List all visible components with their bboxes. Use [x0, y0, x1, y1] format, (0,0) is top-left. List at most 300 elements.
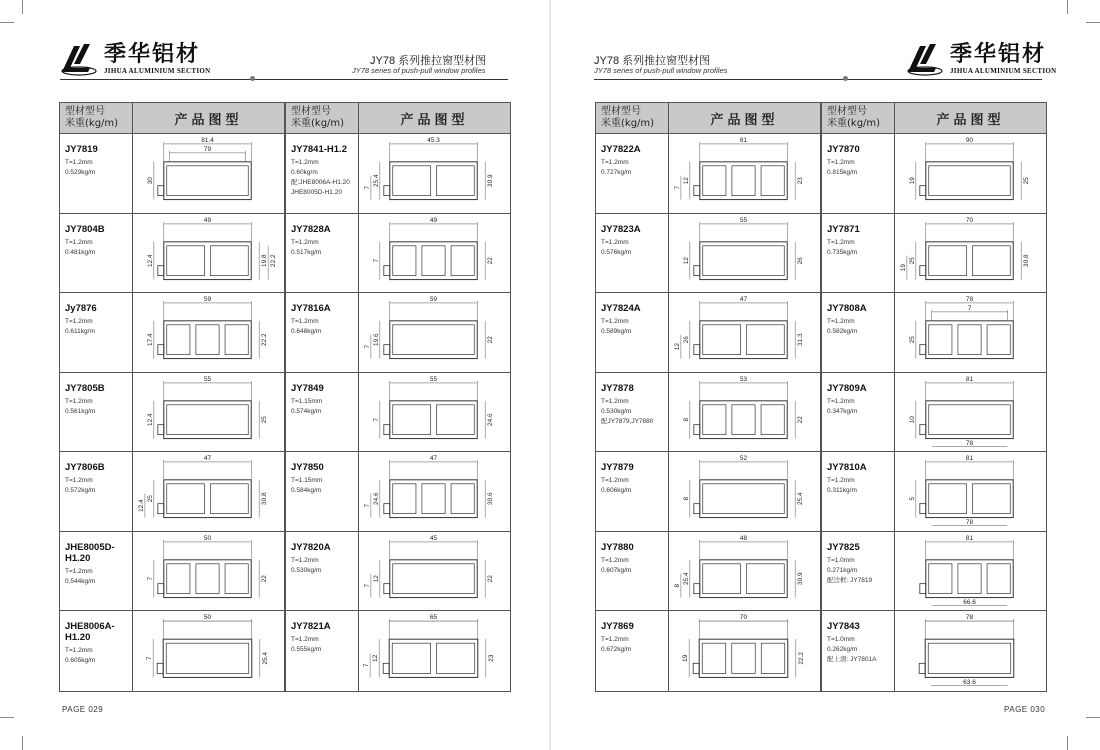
profile-specs: [827, 238, 894, 258]
dimension-label: 30: [146, 177, 154, 185]
dimension-label: 5: [908, 496, 916, 501]
profile-chamber: [393, 245, 416, 275]
profile-drawing: [894, 452, 1046, 531]
profile-model: JY7850: [291, 462, 324, 473]
dimension-label: 30.6: [487, 492, 495, 505]
profile-model: JY7806B: [65, 462, 105, 473]
profile-outline: [700, 241, 787, 279]
spec-line: 0.727kg/m: [601, 169, 632, 176]
dimension-label: 70: [965, 216, 974, 224]
spec-line: 0.555kg/m: [291, 646, 322, 653]
spec-line: 0.589kg/m: [601, 328, 632, 335]
profile-model: JY7828A: [291, 223, 331, 235]
dimension-label: 81.4: [201, 136, 214, 144]
dimension-label: 7: [673, 185, 681, 190]
dimension-label: 79: [203, 145, 212, 153]
profile-specs: [827, 556, 894, 586]
brand-name-en: JIHUA ALUMINIUM SECTION: [950, 67, 1057, 75]
header-title: JY78 系列推拉窗型材图: [370, 55, 487, 67]
dimension-label: 25: [908, 336, 916, 344]
spec-line: 0.606kg/m: [601, 487, 632, 494]
profile-info: [286, 452, 358, 531]
spec-line: 0.648kg/m: [291, 328, 322, 335]
profile-section-drawing: [359, 532, 510, 611]
dimension-label: 22: [261, 574, 269, 582]
profile-table-2: [285, 102, 511, 692]
dimension-label: 12.4: [146, 253, 154, 267]
dimension-label: 7: [363, 185, 371, 190]
dimension-label: 17.4: [146, 333, 154, 346]
spec-line: T=1.2mm: [65, 567, 93, 575]
table-row: [60, 611, 284, 691]
profile-flange: [383, 663, 389, 673]
dimension-label: 22.2: [797, 651, 805, 665]
spec-line: 0.529kg/m: [65, 169, 96, 176]
dimension-label: 81: [965, 534, 974, 542]
profile-drawing: [894, 611, 1046, 691]
dimension-label: 26: [797, 256, 805, 264]
dimension-label: 78: [965, 295, 974, 303]
profile-flange: [920, 424, 926, 434]
profile-chamber: [210, 484, 248, 514]
table-header: [596, 103, 820, 134]
profile-section-drawing: [359, 611, 510, 691]
table-row: [286, 611, 510, 691]
profile-chamber: [732, 643, 755, 673]
profile-flange: [694, 265, 700, 275]
table-row: [60, 373, 284, 453]
profile-chamber: [703, 166, 726, 196]
profile-section-drawing: [669, 134, 820, 213]
profile-info: [60, 532, 132, 611]
profile-model: JY7871: [827, 223, 860, 235]
table-row: [596, 214, 820, 294]
dimension-label: 53: [739, 375, 748, 383]
profile-specs: [65, 567, 132, 587]
profile-chamber: [166, 643, 249, 673]
dimension-label: 7: [146, 656, 154, 661]
dimension-label: 55: [739, 216, 748, 224]
table-row: [286, 452, 510, 532]
profile-chamber: [436, 166, 474, 196]
profile-specs: [827, 476, 894, 496]
spec-line: 配边框: JY7819: [827, 576, 873, 584]
dimension-label: 30.9: [487, 174, 495, 187]
profile-info: [60, 134, 132, 213]
dimension-label: 24.6: [372, 492, 380, 505]
table-row: [60, 214, 284, 294]
profile-drawing: [668, 293, 820, 372]
profile-outline: [164, 162, 251, 200]
profile-chamber: [393, 563, 474, 593]
profile-section-drawing: [133, 134, 284, 213]
profile-chamber: [422, 484, 445, 514]
dimension-label: 7: [363, 583, 371, 587]
profile-model: JY7869: [601, 621, 634, 632]
spec-line: 配:JHE8006A-H1.20: [291, 179, 350, 186]
spec-line: T=1.2mm: [827, 397, 855, 405]
profile-drawing: [358, 293, 510, 372]
table-row: [596, 293, 820, 373]
header-drawing-label: 产品图型: [894, 103, 1046, 133]
brand-logo-icon: [60, 42, 98, 76]
profile-section-drawing: [669, 373, 820, 452]
profile-section-drawing: [895, 373, 1046, 452]
profile-section-drawing: [895, 532, 1046, 611]
dimension-label: 19.6: [372, 333, 380, 346]
profile-model: JY7816A: [291, 303, 331, 314]
brand-name-cn: 季华铝材: [104, 42, 201, 67]
table-row: [286, 214, 510, 294]
dimension-label: 81: [739, 136, 748, 144]
profile-flange: [384, 504, 390, 514]
table-row: [60, 134, 284, 214]
profile-specs: [65, 476, 132, 496]
profile-model: JY7821A: [291, 621, 331, 632]
spec-line: 0.517kg/m: [291, 248, 322, 256]
profile-table-4: [821, 102, 1047, 692]
profile-model: JY7878: [601, 382, 634, 394]
dimension-label: 78: [965, 519, 974, 527]
profile-section-drawing: [133, 293, 284, 372]
spec-line: 0.574kg/m: [291, 407, 322, 415]
profile-outline: [390, 321, 477, 359]
spec-line: T=1.2mm: [65, 647, 93, 654]
profile-specs: [601, 476, 668, 496]
profile-flange: [920, 186, 926, 196]
spec-line: 0.605kg/m: [65, 657, 96, 664]
dimension-label: 22: [487, 336, 495, 344]
profile-specs: [291, 476, 358, 496]
profile-specs: [65, 317, 132, 337]
profile-chamber: [167, 404, 248, 434]
profile-specs: [291, 635, 358, 655]
profile-flange: [694, 583, 700, 593]
dimension-label: 26: [682, 336, 690, 344]
profile-section-drawing: [133, 532, 284, 611]
dimension-label: 8: [673, 583, 681, 587]
dimension-label: 90: [965, 136, 974, 144]
spec-line: 0.60kg/m: [291, 169, 318, 176]
profile-section-drawing: [895, 611, 1046, 691]
table-row: [596, 452, 820, 532]
profile-specs: [827, 635, 894, 665]
dimension-label: 19: [682, 654, 690, 662]
dimension-label: 24.6: [487, 412, 495, 426]
dimension-label: 47: [203, 454, 212, 462]
dimension-label: 30.8: [1023, 253, 1031, 267]
spec-line: T=1.2mm: [601, 477, 629, 484]
profile-outline: [926, 400, 1013, 438]
profile-specs: [601, 317, 668, 337]
header-model-col: [286, 103, 358, 133]
profile-section-drawing: [669, 532, 820, 611]
dimension-label: 45: [429, 534, 438, 542]
header-weight-label: 米重(kg/m): [291, 118, 345, 129]
profile-outline: [390, 162, 477, 200]
spec-line: T=1.2mm: [827, 159, 855, 166]
profile-info: [822, 532, 894, 611]
profile-outline: [700, 480, 787, 518]
header-drawing-label: 产品图型: [132, 103, 284, 133]
dimension-label: 31.3: [797, 333, 805, 346]
profile-chamber: [703, 563, 741, 593]
profile-model: JHE8005D-H1.20: [65, 541, 115, 564]
spec-line: T=1.15mm: [291, 397, 323, 405]
dimension-label: 47: [739, 295, 748, 303]
dimension-label: 25.4: [261, 651, 269, 665]
profile-flange: [694, 186, 700, 196]
profile-model: JY7879: [601, 462, 634, 473]
profile-section-drawing: [895, 452, 1046, 531]
profile-chamber: [702, 643, 725, 673]
profile-flange: [920, 583, 926, 593]
profile-flange: [158, 345, 164, 355]
profile-model: JY7823A: [601, 223, 641, 235]
dimension-label: 59: [203, 295, 212, 303]
profile-chamber: [746, 563, 784, 593]
dimension-label: 12: [372, 574, 380, 582]
profile-chamber: [196, 563, 219, 593]
profile-chamber: [393, 484, 416, 514]
dimension-label: 50: [203, 534, 212, 542]
profile-specs: [291, 317, 358, 337]
profile-chamber: [703, 484, 784, 514]
dimension-label: 8: [682, 496, 690, 501]
header-model-col: [822, 103, 894, 133]
spec-line: 0.576kg/m: [601, 248, 632, 256]
header-title: JY78 系列推拉窗型材图: [594, 55, 711, 67]
dimension-label: 7: [363, 663, 371, 668]
profile-outline: [700, 321, 787, 359]
table-header: [822, 103, 1046, 134]
profile-specs: [291, 556, 358, 576]
profile-info: [822, 611, 894, 691]
profile-model: JY7841-H1.2: [291, 144, 347, 155]
profile-specs: [601, 635, 668, 655]
header-model-col: [60, 103, 132, 133]
profile-chamber: [732, 404, 755, 434]
profile-flange: [920, 265, 926, 275]
table-row: [596, 532, 820, 612]
table-row: [822, 293, 1046, 373]
table-row: [822, 532, 1046, 612]
profile-chamber: [972, 484, 1010, 514]
spec-line: 0.347kg/m: [827, 407, 858, 415]
dimension-label: 22: [487, 256, 495, 264]
dimension-label: 22.2: [261, 333, 269, 346]
brand-logo: [906, 42, 1056, 76]
profile-section-drawing: [359, 373, 510, 452]
spec-line: 配JY7879,JY7880: [601, 417, 654, 425]
dimension-label: 25: [1023, 177, 1031, 185]
profile-chamber: [929, 404, 1010, 434]
profile-chamber: [972, 245, 1010, 275]
profile-flange: [694, 504, 700, 514]
brand-name-cn: 季华铝材: [950, 42, 1047, 67]
spec-line: T=1.2mm: [65, 238, 93, 246]
profile-section-drawing: [133, 452, 284, 531]
profile-info: [60, 293, 132, 372]
profile-specs: [65, 158, 132, 178]
profile-section-drawing: [359, 214, 510, 293]
profile-chamber: [451, 484, 474, 514]
profile-table-1: [59, 102, 285, 692]
table-row: [596, 611, 820, 691]
header-model-label: 型材型号: [827, 106, 867, 117]
profile-model: JY7870: [827, 144, 860, 155]
profile-outline: [390, 400, 477, 438]
profile-flange: [920, 345, 926, 355]
profile-specs: [827, 158, 894, 178]
profile-model: JY7805B: [65, 382, 105, 394]
spec-line: T=1.2mm: [291, 556, 319, 564]
profile-outline: [926, 480, 1013, 518]
spec-line: T=1.2mm: [291, 318, 319, 325]
dimension-label: 12: [682, 256, 690, 264]
profile-info: [286, 373, 358, 452]
profile-flange: [384, 424, 390, 434]
profile-flange: [158, 583, 164, 593]
dimension-label: 12.4: [146, 412, 154, 426]
profile-flange: [693, 663, 699, 673]
profile-chamber: [929, 166, 1010, 196]
spec-line: 0.735kg/m: [827, 248, 858, 256]
profile-chamber: [703, 404, 726, 434]
dimension-label: 7: [967, 304, 972, 312]
profile-outline: [164, 321, 251, 359]
profile-section-drawing: [133, 611, 284, 691]
dimension-label: 78: [965, 439, 974, 447]
spec-line: T=1.2mm: [291, 238, 319, 246]
dimension-label: 66.6: [963, 598, 976, 606]
profile-chamber: [393, 404, 431, 434]
profile-section-drawing: [895, 134, 1046, 213]
dimension-label: 8: [682, 417, 690, 421]
profile-outline: [163, 639, 252, 677]
dimension-label: 22: [797, 415, 805, 423]
dimension-label: 10: [908, 415, 916, 423]
dimension-label: 48: [739, 534, 748, 542]
profile-info: [596, 373, 668, 452]
spec-line: T=1.2mm: [65, 318, 93, 325]
profile-flange: [920, 504, 926, 514]
profile-info: [822, 293, 894, 372]
table-row: [822, 214, 1046, 294]
profile-model: JHE8006A-H1.20: [65, 621, 115, 643]
profile-section-drawing: [359, 293, 510, 372]
table-row: [822, 611, 1046, 691]
profile-info: [822, 373, 894, 452]
spec-line: T=1.2mm: [601, 636, 629, 643]
dimension-label: 47: [429, 454, 438, 462]
dimension-label: 30.9: [797, 571, 805, 585]
profile-section-drawing: [895, 214, 1046, 293]
right-page: [550, 0, 1100, 750]
dimension-label: 7: [372, 258, 380, 262]
profile-flange: [384, 583, 390, 593]
profile-model: JY7849: [291, 382, 324, 394]
profile-model: JY7810A: [827, 462, 867, 473]
dimension-label: 7: [363, 344, 371, 349]
dimension-label: 25: [261, 415, 269, 423]
brand-logo: [60, 42, 210, 76]
spec-line: T=1.2mm: [291, 636, 319, 643]
profile-drawing: [132, 214, 284, 293]
dimension-label: 12.4: [137, 499, 145, 512]
profile-table-3: [595, 102, 821, 692]
profile-drawing: [132, 293, 284, 372]
profile-drawing: [668, 611, 820, 691]
profile-chamber: [167, 563, 190, 593]
header-drawing-label: 产品图型: [668, 103, 820, 133]
profile-chamber: [167, 325, 190, 355]
profile-specs: [291, 238, 358, 258]
page-number-left: PAGE 029: [62, 705, 104, 714]
spec-line: T=1.0mm: [827, 636, 855, 643]
profile-outline: [700, 400, 787, 438]
profile-chamber: [732, 166, 755, 196]
profile-info: [286, 532, 358, 611]
header-rule: [594, 79, 1042, 80]
spec-line: 0.672kg/m: [601, 646, 632, 653]
dimension-label: 22: [487, 574, 495, 582]
table-row: [286, 373, 510, 453]
page-number-right: PAGE 030: [1004, 705, 1046, 714]
profile-drawing: [132, 452, 284, 531]
profile-chamber: [225, 325, 248, 355]
dimension-label: 49: [429, 216, 438, 224]
dimension-label: 25.4: [797, 492, 805, 505]
spec-line: T=1.2mm: [65, 159, 93, 166]
profile-outline: [164, 480, 251, 518]
profile-info: [822, 452, 894, 531]
profile-flange: [158, 265, 164, 275]
spec-line: T=1.2mm: [827, 318, 855, 325]
profile-drawing: [894, 532, 1046, 611]
profile-chamber: [703, 325, 741, 355]
header-subtitle: JY78 series of push-pull window profiles: [594, 66, 728, 75]
spec-line: 0.584kg/m: [291, 487, 322, 494]
profile-outline: [926, 162, 1013, 200]
profile-drawing: [894, 293, 1046, 372]
profile-chamber: [167, 245, 205, 275]
spec-line: JHE8005D-H1.20: [291, 189, 342, 196]
profile-chamber: [761, 166, 784, 196]
header-drawing-label: 产品图型: [358, 103, 510, 133]
dimension-label: 65: [429, 614, 438, 622]
profile-chamber: [392, 643, 430, 673]
profile-flange: [919, 663, 925, 673]
profile-outline: [390, 480, 477, 518]
dimension-label: 22.2: [270, 253, 278, 267]
table-row: [822, 373, 1046, 453]
spec-line: 0.611kg/m: [65, 328, 95, 335]
profile-info: [822, 214, 894, 293]
table-row: [822, 452, 1046, 532]
profile-drawing: [668, 373, 820, 452]
profile-chamber: [167, 484, 205, 514]
spec-line: 配上滑: JY7801A: [827, 656, 877, 663]
header-model-label: 型材型号: [65, 106, 105, 117]
profile-chamber: [761, 404, 784, 434]
brand-logo-icon: [906, 42, 944, 76]
dimension-label: 81: [965, 375, 974, 383]
profile-drawing: [894, 134, 1046, 213]
profile-model: JY7825: [827, 541, 860, 553]
profile-flange: [694, 424, 700, 434]
profile-chamber: [929, 245, 967, 275]
